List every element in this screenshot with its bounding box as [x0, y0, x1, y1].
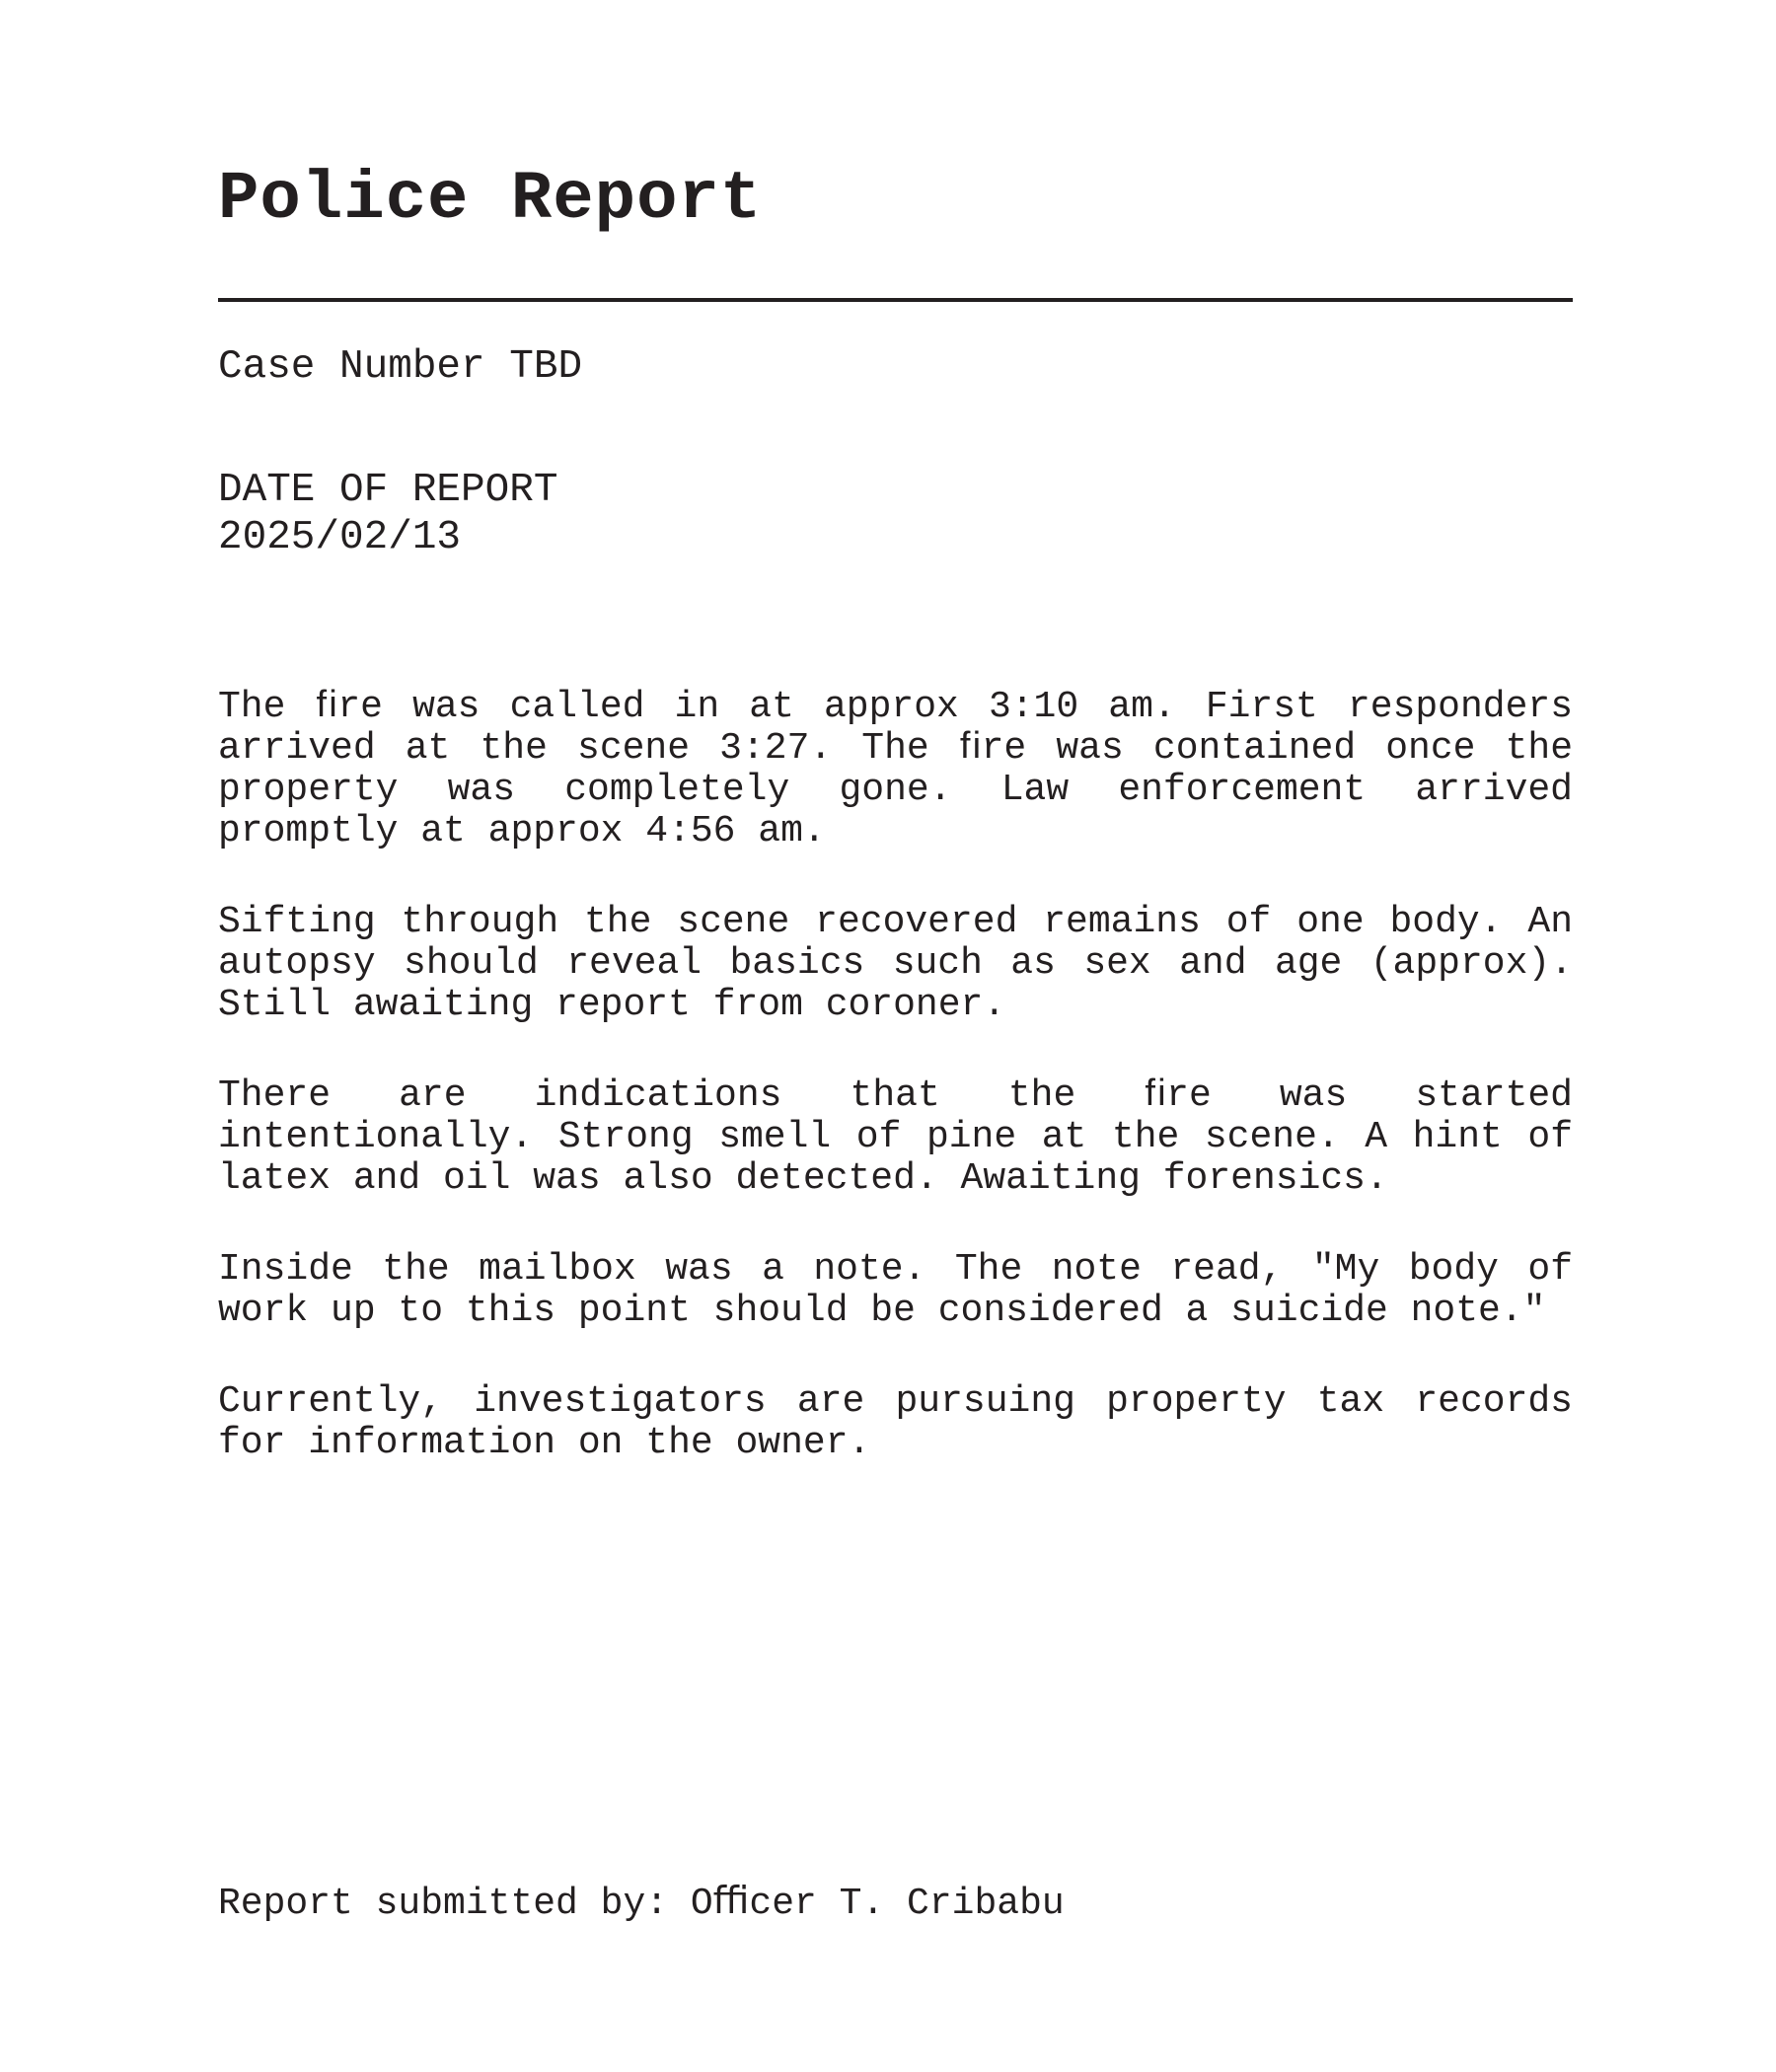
- report-paragraph: Sifting through the scene recovered remains of one body. An autopsy should reveal basics such as sex and age (approx). Still awaiting report from coroner.: [218, 901, 1573, 1026]
- page-title: Police Report: [218, 161, 763, 238]
- report-paragraph: Inside the mailbox was a note. The note read, "My body of work up to this point should be considered a suicide note.": [218, 1248, 1573, 1332]
- case-number: Case Number TBD: [218, 344, 583, 390]
- date-label: DATE OF REPORT: [218, 468, 558, 513]
- report-paragraph: The ﬁre was called in at approx 3:10 am. First responders arrived at the scene 3:27. The ﬁre was contained once the property was completely gone. Law enforcement arrived promptly at approx 4:56 am.: [218, 686, 1573, 852]
- report-paragraph: There are indications that the ﬁre was started intentionally. Strong smell of pine at the scene. A hint of latex and oil was also detected. Awaiting forensics.: [218, 1074, 1573, 1200]
- report-body: [218, 687, 1573, 1514]
- report-paragraph: Currently, investigators are pursuing property tax records for information on the owner.: [218, 1380, 1573, 1464]
- date-of-report: [218, 467, 557, 561]
- date-value: 2025/02/13: [218, 515, 462, 560]
- title-divider: [218, 298, 1573, 302]
- police-report-page: [218, 0, 1573, 2072]
- submitted-by: Report submitted by: Oﬃcer T. Cribabu: [218, 1883, 1065, 1925]
